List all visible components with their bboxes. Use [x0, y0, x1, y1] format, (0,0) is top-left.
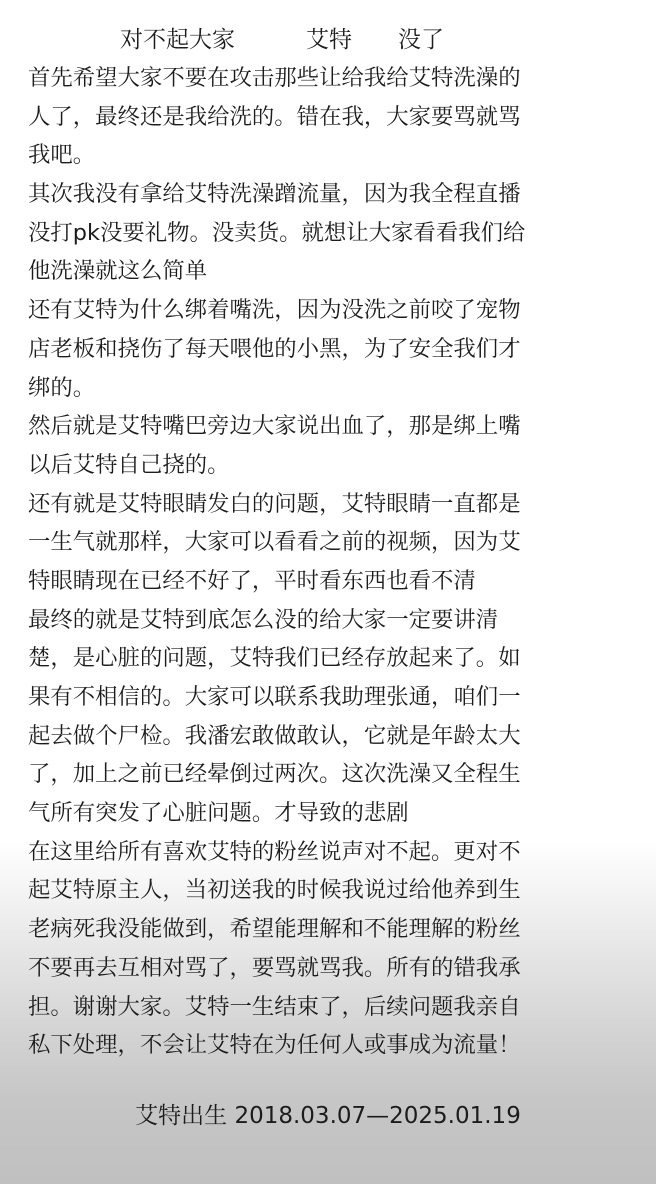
text-line: 绑的。: [28, 374, 96, 401]
text-line: 了，加上之前已经晕倒过两次。这次洗澡又全程生: [28, 761, 521, 788]
text-line: 私下处理，不会让艾特在为任何人或事成为流量！: [28, 1032, 521, 1059]
text-line: 在这里给所有喜欢艾特的粉丝说声对不起。更对不: [28, 838, 521, 865]
text-line: 起艾特原主人，当初送我的时候我说过给他养到生: [28, 877, 521, 904]
text-line: 不要再去互相对骂了，要骂就骂我。所有的错我承: [28, 954, 521, 981]
text-line: 然后就是艾特嘴巴旁边大家说出血了，那是绑上嘴: [28, 413, 521, 440]
text-line: 老病死我没能做到，希望能理解和不能理解的粉丝: [28, 916, 521, 943]
text-line: 最终的就是艾特到底怎么没的给大家一定要讲清: [28, 606, 499, 633]
text-line: 还有艾特为什么绑着嘴洗，因为没洗之前咬了宠物: [28, 297, 521, 324]
title-apology: 对不起大家: [120, 27, 235, 53]
text-line: 他洗澡就这么简单: [28, 258, 208, 285]
text-line: 起去做个尸检。我潘宏敢做敢认，它就是年龄太大: [28, 722, 521, 749]
text-line: 特眼睛现在已经不好了，平时看东西也看不清: [28, 567, 476, 594]
text-line: 其次我没有拿给艾特洗澡蹭流量，因为我全程直播: [28, 181, 521, 208]
page-title: [0, 22, 656, 58]
text-line: 我吧。: [28, 142, 96, 169]
text-line: 还有就是艾特眼睛发白的问题，艾特眼睛一直都是: [28, 490, 521, 517]
text-line: 一生气就那样，大家可以看看之前的视频，因为艾: [28, 529, 521, 556]
text-line: 店老板和挠伤了每天喂他的小黑，为了安全我们才: [28, 335, 521, 362]
birth-death-dates: 艾特出生 2018.03.07—2025.01.19: [135, 1103, 521, 1129]
text-line: 担。谢谢大家。艾特一生结束了，后续问题我亲自: [28, 993, 521, 1020]
text-line: 果有不相信的。大家可以联系我助理张通，咱们一: [28, 684, 521, 710]
text-line: 首先希望大家不要在攻击那些让给我给艾特洗澡的: [28, 65, 521, 91]
text-line: 人了，最终还是我给洗的。错在我，大家要骂就骂: [28, 103, 521, 130]
statement-body: [28, 59, 628, 1065]
title-gone: 没了: [398, 27, 444, 53]
title-name: 艾特: [306, 27, 352, 53]
text-line: 没打pk没要礼物。没卖货。就想让大家看看我们给: [28, 219, 526, 246]
text-line: 以后艾特自己挠的。: [28, 451, 230, 478]
text-line: 楚，是心脏的问题，艾特我们已经存放起来了。如: [28, 645, 521, 672]
text-line: 气所有突发了心脏问题。才导致的悲剧: [28, 800, 409, 827]
